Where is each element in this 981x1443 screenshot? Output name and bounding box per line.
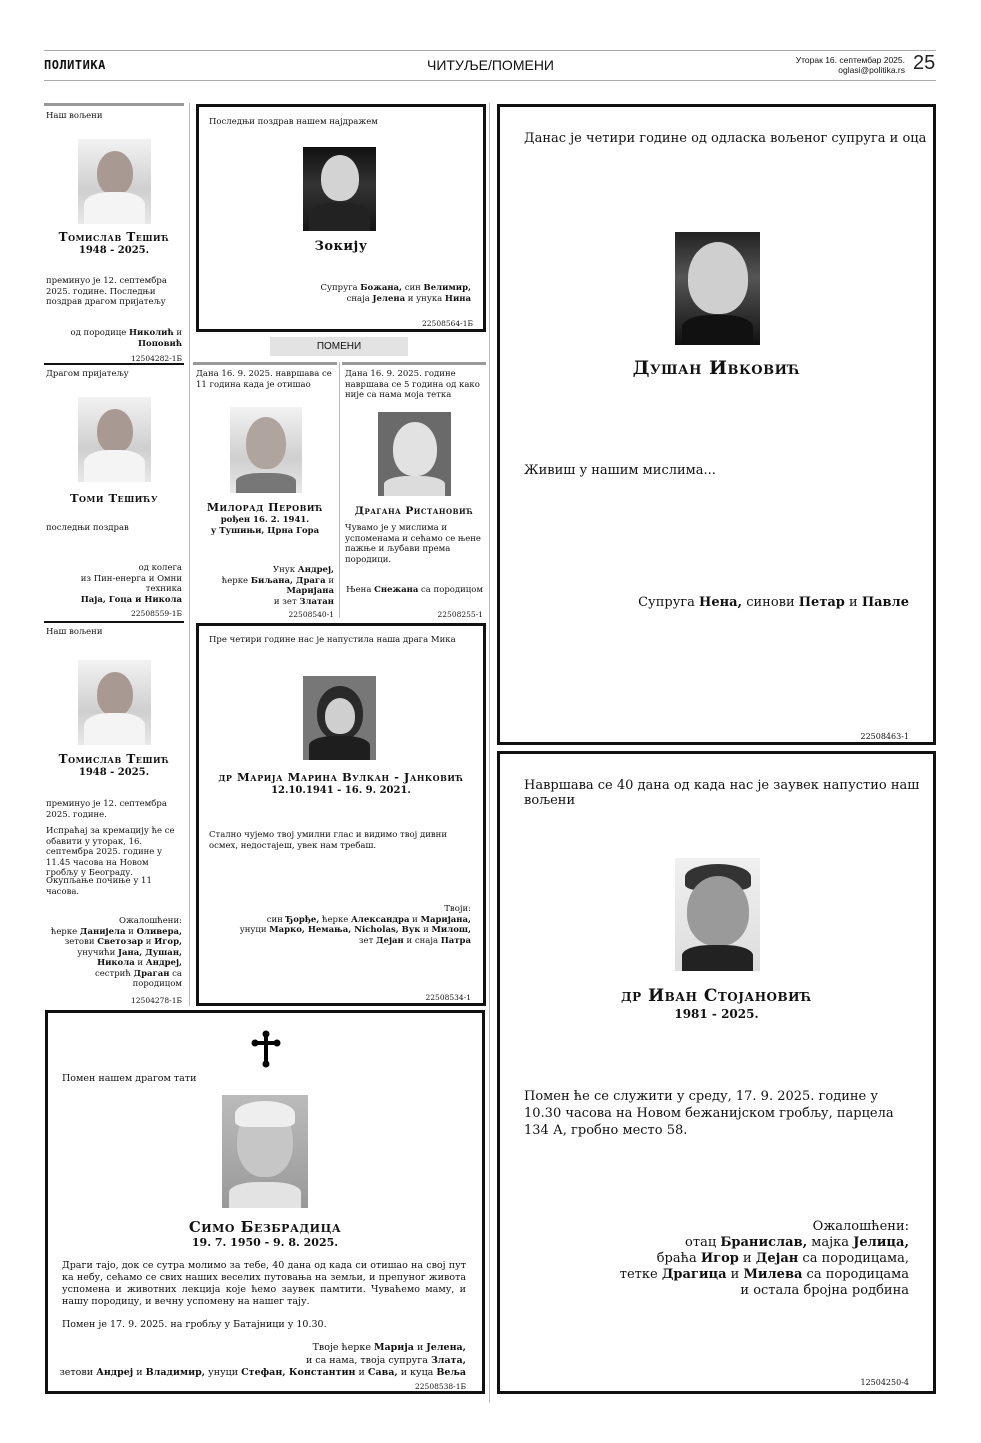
ad-code: 12504282-1Б xyxy=(131,354,182,363)
newspaper-logo: ПОЛИТИКА xyxy=(44,58,106,72)
deceased-name: Драгана Ристановић xyxy=(354,505,474,517)
years: 1948 - 2025. xyxy=(78,245,150,256)
ad-body: Драги тајо, док се сутра молимо за тебе, 40 дана од када си отишао на свој пут ка небу, сећамо се свих наших веселих путовања на земљи, и препуног живота успомена и животних лекција које ћемо заувек памтити. Чуваћемо маму, и нашу породицу, и вечну успомену на нашег тају. xyxy=(62,1260,466,1307)
deceased-name: Душан Ивковић xyxy=(632,357,801,379)
ad-intro: Наш вољени xyxy=(46,111,103,121)
deceased-name: Томи Тешићу xyxy=(70,491,158,505)
ad-code: 22508534-1 xyxy=(425,993,471,1002)
memorial-ivan-stojanovic xyxy=(497,751,936,1394)
signature: Ожалошћени: отац Бранислав, мајка Јелица, браћа Игор и Дејан са породицама, тетке Драгица и Милева са породицама и остала бројна родбина xyxy=(619,1219,909,1298)
ad-body: Стално чујемо твој умилни глас и видимо твој дивни осмех, недостајеш, увек нам требаш. xyxy=(209,830,448,851)
ad-body: Живиш у нашим мислима... xyxy=(524,463,716,478)
dates: 19. 7. 1950 - 9. 8. 2025. xyxy=(191,1236,339,1249)
portrait-photo xyxy=(378,412,451,496)
years: 1948 - 2025. xyxy=(78,767,150,778)
born-date: рођен 16. 2. 1941. xyxy=(220,515,310,525)
deceased-name: др Марија Марина Вулкан - Јанковић xyxy=(218,770,464,784)
issue-date: Уторак 16. септембар 2025. xyxy=(795,55,905,65)
birthplace: у Тушињи, Црна Гора xyxy=(210,526,320,536)
portrait-photo xyxy=(675,232,760,345)
obituary-tomi-tesicu xyxy=(44,363,184,621)
signature: Њена Снежана са породицом xyxy=(346,585,483,595)
portrait-photo xyxy=(78,660,151,745)
signature: Твоје ћерке Марија и Јелена, и са нама, твоја супруга Злата, зетови Андреј и Владимир, унуци Стефан, Константин и Сава, и куца Веља xyxy=(59,1342,466,1378)
section-title: ЧИТУЉЕ/ПОМЕНИ xyxy=(427,57,554,73)
ad-intro: Навршава се 40 дана од када нас је заувек напустио наш вољени xyxy=(524,778,920,808)
portrait-photo xyxy=(78,139,151,224)
portrait-photo xyxy=(222,1095,308,1208)
ad-intro: Помен нашем драгом тати xyxy=(62,1073,197,1084)
page-number: 25 xyxy=(913,52,936,74)
header-meta xyxy=(796,55,905,75)
memorial-dusan-ivkovic xyxy=(497,104,936,745)
ad-intro: Пре четири године нас је напустила наша драга Мика xyxy=(209,635,456,645)
portrait-photo xyxy=(78,397,151,482)
deceased-name: Симо Безбрадица xyxy=(188,1218,342,1236)
ad-code: 22508463-1 xyxy=(860,732,909,741)
deceased-name: Зокију xyxy=(314,239,368,254)
ad-code: 12504278-1Б xyxy=(131,996,182,1005)
deceased-name: Томислав Тешић xyxy=(58,230,170,244)
ad-code: 12504250-4 xyxy=(860,1378,909,1387)
section-label-pomeni: ПОМЕНИ xyxy=(270,337,408,356)
portrait-photo xyxy=(675,858,760,971)
column-divider xyxy=(489,103,490,1403)
dates: 12.10.1941 - 16. 9. 2021. xyxy=(271,785,411,796)
signature: Унук Андреј, ћерке Биљана, Драга и Маријана и зет Златан xyxy=(221,565,334,607)
ad-intro: Наш вољени xyxy=(46,627,103,637)
signature: Твоји: син Ђорђе, ћерке Александра и Маријана, унуци Марко, Немања, Nicholas, Вук и Милош, зет Дејан и снаја Патра xyxy=(239,904,471,946)
ad-body: последњи поздрав xyxy=(46,523,129,533)
obituary-zokiju xyxy=(196,104,486,332)
signature: Ожалошћени: ћерке Данијела и Оливера, зетови Светозар и Игор, унучићи Јана, Душан, Никола и Андреј, сестрић Драган са породицом xyxy=(50,916,182,989)
deceased-name: Томислав Тешић xyxy=(58,752,170,766)
ad-body: Помен ће се служити у среду, 17. 9. 2025. године у 10.30 часова на Новом бежанијском гробљу, парцела 134 А, гробно место 58. xyxy=(524,1089,894,1138)
ad-body: Чувамо је у мислима и успоменама и сећамо се њене пажње и љубави према породици. xyxy=(345,523,481,565)
ad-intro: Данас је четири године од одласка вољеног супруга и оца xyxy=(524,131,927,146)
column-divider xyxy=(339,362,340,618)
memorial-marija-vulkan-jankovic xyxy=(196,623,486,1006)
ad-code: 22508255-1 xyxy=(437,610,483,619)
obituary-tomislav-tesic-1 xyxy=(44,103,184,363)
portrait-photo xyxy=(230,407,302,493)
obituary-tomislav-tesic-2 xyxy=(44,621,184,1006)
ad-paragraph-2: Испраћај за кремацију ће се обавити у уторак, 16. септембра 2025. године у 11.45 часова на Новом гробљу у Београду. xyxy=(46,826,175,878)
ad-code: 22508538-1Б xyxy=(415,1382,466,1391)
memorial-milorad-perovic xyxy=(193,362,337,620)
years: 1981 - 2025. xyxy=(674,1007,759,1021)
signature-line-1: Супруга Божана, син Велимир, xyxy=(320,283,471,293)
memorial-simo-bezbradica xyxy=(45,1010,485,1394)
header-top-rule xyxy=(44,50,936,51)
portrait-photo xyxy=(303,676,376,760)
signature: од колега из Пин-енерга и Омни техника Паја, Гоца и Никола xyxy=(80,563,182,605)
ad-intro: Драгом пријатељу xyxy=(46,369,129,379)
ad-code: 22508559-1Б xyxy=(131,609,182,618)
portrait-photo xyxy=(303,147,376,231)
signature: од породице Николић и Поповић xyxy=(70,328,182,349)
header-bottom-rule xyxy=(44,80,936,81)
ad-intro: Дана 16. 9. 2025. године навршава се 5 година од како није са нама моја тетка xyxy=(345,369,480,400)
deceased-name: др Иван Стојановић xyxy=(620,986,813,1006)
ad-code: 22508564-1Б xyxy=(422,319,473,328)
orthodox-cross-icon xyxy=(251,1030,281,1068)
signature: Супруга Нена, синови Петар и Павле xyxy=(638,595,909,610)
deceased-name: Милорад Перовић xyxy=(206,501,324,514)
ad-code: 22508540-1 xyxy=(288,610,334,619)
memorial-dragana-ristanovic xyxy=(342,362,486,620)
signature-line-2: снаја Јелена и унука Нина xyxy=(346,294,471,304)
contact-email: oglasi@politika.rs xyxy=(838,65,905,75)
ad-intro: Дана 16. 9. 2025. навршава се 11 година када је отишао xyxy=(196,369,332,390)
ad-body: преминуо је 12. септембра 2025. године. Последњи поздрав драгом пријатељу xyxy=(46,276,167,307)
ad-paragraph-1: преминуо је 12. септембра 2025. године. xyxy=(46,799,167,820)
column-divider xyxy=(189,103,190,1006)
ad-paragraph-2: Помен је 17. 9. 2025. на гробљу у Батајници у 10.30. xyxy=(62,1319,327,1330)
ad-intro: Последњи поздрав нашем најдражем xyxy=(209,117,378,127)
ad-paragraph-3: Окупљање почиње у 11 часова. xyxy=(46,876,152,897)
